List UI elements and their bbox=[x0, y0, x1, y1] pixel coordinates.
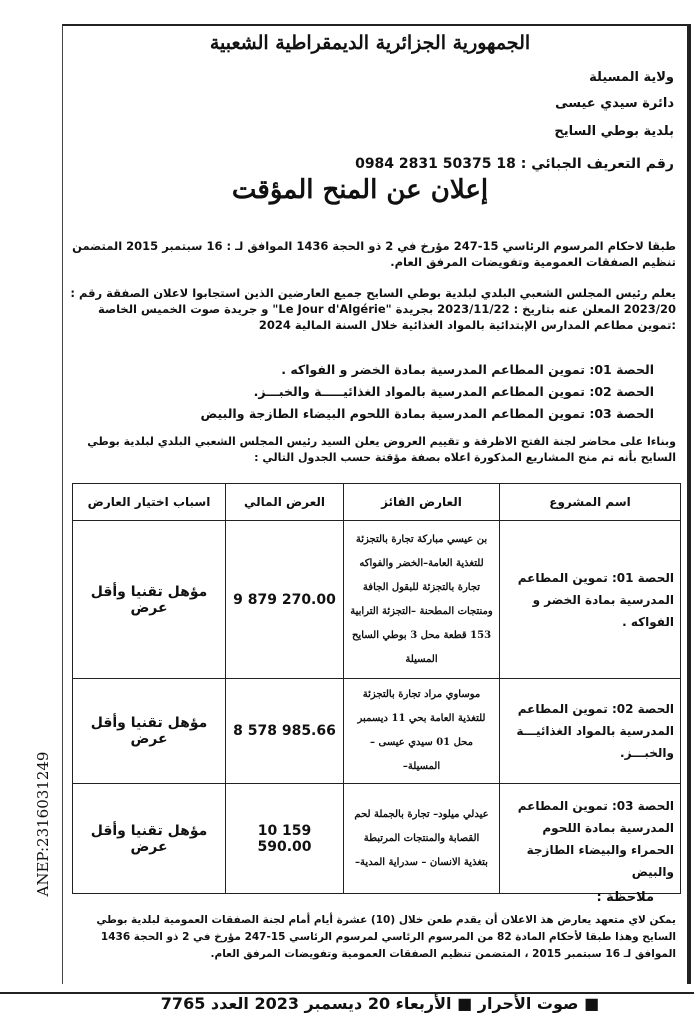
table-header-row bbox=[73, 484, 681, 521]
wilaya: ولاية المسيلة bbox=[589, 70, 674, 85]
newspaper-footer: ■ صوت الأحرار ■ الأربعاء 20 ديسمبر 2023 العدد 7765 bbox=[160, 994, 600, 1013]
intro-paragraph: طبقا لاحكام المرسوم الرئاسي 15-247 مؤرخ في 2 ذو الحجة 1436 الموافق لـ : 16 سبتمبر 2015 المتضمن تنظيم الصفقات العمومية وتفويضات المرفق العام. bbox=[72, 239, 676, 269]
commune: بلدية بوطي السايح bbox=[554, 124, 674, 139]
lot-2: الحصة 02: تموين المطاعم المدرسية بالمواد الغذائيـــــة والخبـــز. bbox=[253, 384, 654, 399]
bidder-cell: موساوي مراد تجارة بالتجزئة للتغذية العامة بحي 11 ديسمبر محل 01 سيدي عيسى – المسيلة– bbox=[344, 679, 500, 784]
note-label: ملاحظة : bbox=[596, 890, 654, 905]
amount-cell: 10 159 590.00 bbox=[226, 784, 344, 894]
header-amount: العرض المالي bbox=[226, 484, 344, 521]
note-text: يمكن لاي متعهد يعارض هذ الاعلان أن يقدم طعن خلال (10) عشرة أيام أمام لجنة الصفقات العمومية لبلدية بوطي السايح وهذا طبقا لأحكام المادة 82 من المرسوم الرئاسي لمرسوم الرئاسي 15-247 مؤرخ في 2 ذو الحجة 1436 الموافق لـ 16 سبتمبر 2015 ، المتضمن تنظيم الصفقات العمومية وتفويضات المرفق العام. bbox=[96, 914, 676, 960]
bidder-cell: عيدلي ميلود– تجارة بالجملة لحم القصابة والمنتجات المرتبطة بتغذية الانسان – سدراية المدية– bbox=[344, 784, 500, 894]
decision-paragraph: وبناءا على محاضر لجنة الفتح الاظرفة و تقييم العروض يعلن السيد رئيس المجلس الشعبي البلدي لبلدية بوطي السايح بأنه تم منح المشاريع المذكورة اعلاه بصفة مؤقتة حسب الجدول التالي : bbox=[87, 435, 676, 464]
table-row bbox=[73, 679, 681, 784]
project-cell: الحصة 03: تموين المطاعم المدرسية بمادة اللحوم الحمراء والبيضاء الطازجة والبيض bbox=[500, 784, 681, 894]
amount-cell: 9 879 270.00 bbox=[226, 521, 344, 679]
amount-cell: 8 578 985.66 bbox=[226, 679, 344, 784]
table-row bbox=[73, 784, 681, 894]
award-table bbox=[72, 483, 681, 894]
lot-3: الحصة 03: تموين المطاعم المدرسية بمادة اللحوم البيضاء الطازجة والبيض bbox=[200, 406, 654, 421]
tax-id: رقم التعريف الجبائي : 18 50375 2831 0984 bbox=[355, 156, 674, 172]
project-cell: الحصة 01: تموين المطاعم المدرسية بمادة الخضر و الفواكه . bbox=[500, 521, 681, 679]
header-reason: اسباب اختيار العارض bbox=[73, 484, 226, 521]
table-row bbox=[73, 521, 681, 679]
reason-cell: مؤهل تقنيا وأقل عرض bbox=[73, 784, 226, 894]
project-cell: الحصة 02: تموين المطاعم المدرسية بالمواد الغذائيـــة والخبـــز. bbox=[500, 679, 681, 784]
daira: دائرة سيدي عيسى bbox=[555, 96, 674, 111]
announcement-paragraph: يعلم رئيس المجلس الشعبي البلدي لبلدية بوطي السايح جميع العارضين الذين استجابوا لاعلان الصفقة رقم : 2023/20 المعلن عنه بتاريخ : 2023/11/22 بجريدة "Le Jour d'Algérie" و جريدة صوت الخميس الخاصة :تموين مطاعم المدارس الإبتدائية بالمواد الغذائية خلال السنة المالية 2024 bbox=[70, 286, 676, 332]
header-project: اسم المشروع bbox=[500, 484, 681, 521]
bidder-cell: بن عيسي مباركة تجارة بالتجزئة للتغذية العامة–الخضر والفواكه تجارة بالتجزئة للبقول الجافة ومنتجات المطحنة –التجزئة الترابية 153 قطعة محل 3 بوطي السايح المسيلة bbox=[344, 521, 500, 679]
reason-cell: مؤهل تقنيا وأقل عرض bbox=[73, 521, 226, 679]
notice-title: إعلان عن المنح المؤقت bbox=[231, 175, 489, 205]
republic-header: الجمهورية الجزائرية الديمقراطية الشعبية bbox=[209, 32, 531, 54]
header-bidder: العارض الفائز bbox=[344, 484, 500, 521]
lot-1: الحصة 01: تموين المطاعم المدرسية بمادة الخضر و الفواكه . bbox=[281, 362, 654, 377]
reason-cell: مؤهل تقنيا وأقل عرض bbox=[73, 679, 226, 784]
anep-reference: ANEP:2316031249 bbox=[34, 751, 52, 897]
